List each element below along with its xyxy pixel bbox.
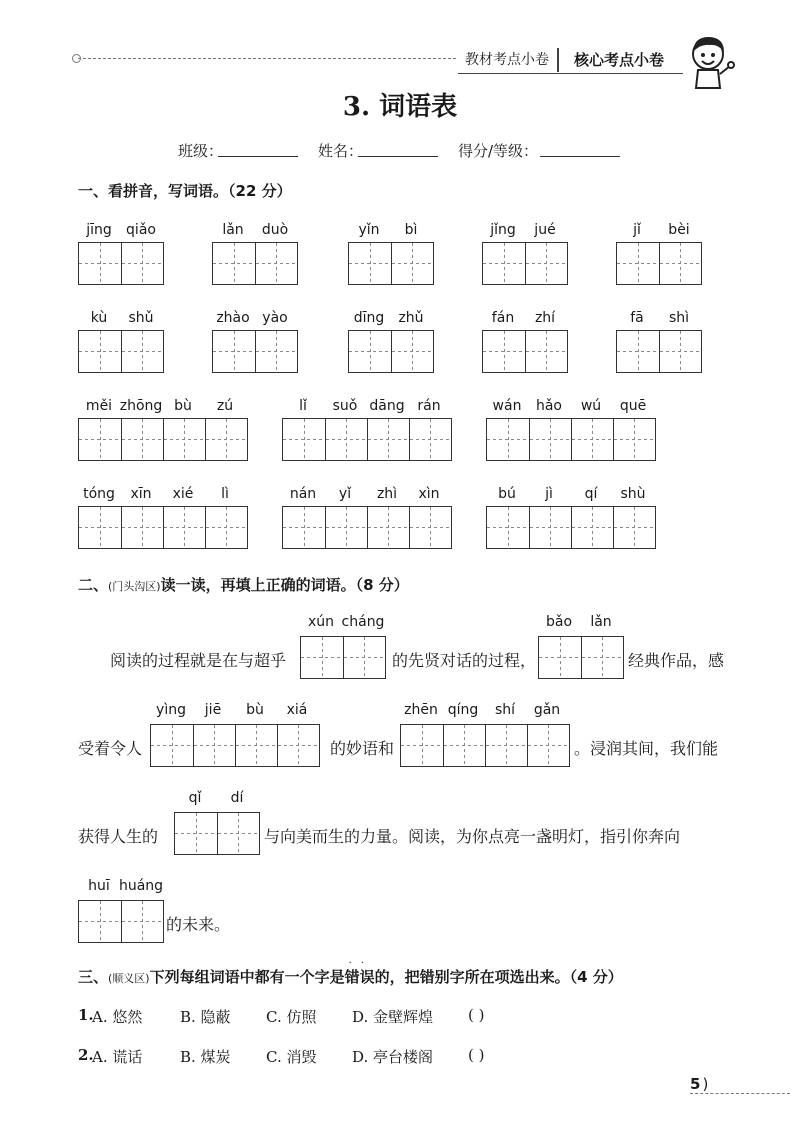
section2-prefix: 二、: [78, 576, 109, 594]
writing-cell[interactable]: [529, 419, 571, 460]
idiom-11-tianzige-grid[interactable]: [78, 418, 248, 461]
section3-instruction-c: 的，把错别字所在项选出来。（4 分）: [374, 968, 623, 986]
blank-yingjie-pinyin-syllable: xiá: [286, 702, 308, 718]
blank-zhenqing-pinyin-syllable: shí: [494, 702, 516, 718]
blank-zhenqing-pinyin-syllable: gǎn: [533, 702, 561, 718]
idiom-16-tianzige-grid[interactable]: [486, 506, 656, 549]
writing-cell[interactable]: [539, 637, 581, 678]
writing-cell[interactable]: [325, 507, 367, 548]
writing-cell[interactable]: [487, 507, 529, 548]
idiom-15-pinyin-syllable: xìn: [418, 486, 440, 502]
idiom-15-pinyin-syllable: nán: [289, 486, 317, 502]
idiom-15-tianzige-grid[interactable]: [282, 506, 452, 549]
para-line2-b: 的妙语和: [330, 739, 395, 758]
writing-cell[interactable]: [617, 243, 659, 284]
writing-cell[interactable]: [121, 243, 163, 284]
word-10-tianzige-grid[interactable]: [616, 330, 702, 373]
page-number-bracket: ): [702, 1075, 709, 1093]
idiom-15-pinyin-syllable: zhì: [376, 486, 398, 502]
word-6-pinyin: [78, 310, 162, 328]
writing-cell[interactable]: [391, 331, 433, 372]
writing-cell[interactable]: [659, 331, 701, 372]
writing-cell[interactable]: [487, 419, 529, 460]
writing-cell[interactable]: [367, 507, 409, 548]
word-5-pinyin: [616, 222, 700, 240]
writing-cell[interactable]: [613, 507, 655, 548]
question-1-option-d: D. 金壁辉煌: [352, 1008, 434, 1026]
section3-district: (顺义区): [108, 972, 150, 985]
writing-cell[interactable]: [349, 331, 391, 372]
word-8-pinyin-syllable: dīng: [353, 310, 385, 326]
word-3-pinyin: [348, 222, 432, 240]
question-1-option-a: A. 悠然: [92, 1008, 143, 1026]
word-1-pinyin-syllable: qiǎo: [126, 222, 156, 238]
writing-cell[interactable]: [483, 243, 525, 284]
writing-cell[interactable]: [205, 419, 247, 460]
para-line1-a: 阅读的过程就是在与超乎: [110, 651, 287, 670]
word-3-pinyin-syllable: bì: [404, 222, 418, 238]
idiom-13-pinyin: [486, 398, 654, 416]
class-field[interactable]: [218, 138, 298, 157]
idiom-16-pinyin-syllable: shù: [620, 486, 646, 502]
score-field[interactable]: [540, 138, 620, 157]
word-3-tianzige-grid[interactable]: [348, 242, 434, 285]
idiom-16-pinyin-syllable: qí: [584, 486, 598, 502]
word-4-pinyin-syllable: jué: [534, 222, 556, 238]
blank-baolan-tianzige-grid[interactable]: [538, 636, 624, 679]
section2-district: (门头沟区): [108, 580, 161, 593]
idiom-11-pinyin: [78, 398, 246, 416]
blank-yingjie-pinyin-syllable: jiē: [204, 702, 222, 718]
para-line4-b: 的未来。: [166, 915, 231, 934]
writing-cell[interactable]: [349, 243, 391, 284]
name-label: 姓名：: [318, 142, 364, 160]
para-line2-c: 。浸润其间，我们能: [574, 739, 719, 758]
writing-cell[interactable]: [571, 507, 613, 548]
idiom-13-pinyin-syllable: wán: [492, 398, 522, 414]
writing-cell[interactable]: [409, 419, 451, 460]
word-7-pinyin-syllable: yào: [262, 310, 288, 326]
writing-cell[interactable]: [325, 419, 367, 460]
para-line3-a: 获得人生的: [78, 827, 159, 846]
writing-cell[interactable]: [79, 507, 121, 548]
writing-cell[interactable]: [343, 637, 385, 678]
header-underline: [458, 73, 683, 74]
word-5-pinyin-syllable: bèi: [668, 222, 690, 238]
idiom-11-pinyin-syllable: měi: [85, 398, 113, 414]
page-number-text: 5: [690, 1075, 701, 1093]
idiom-12-pinyin-syllable: suǒ: [332, 398, 358, 414]
blank-xunchang-pinyin: [300, 614, 384, 632]
header-dashed-line: [78, 58, 456, 59]
idiom-14-tianzige-grid[interactable]: [78, 506, 248, 549]
word-10-pinyin-syllable: shì: [668, 310, 690, 326]
writing-cell[interactable]: [659, 243, 701, 284]
writing-cell[interactable]: [483, 331, 525, 372]
idiom-14-pinyin: [78, 486, 246, 504]
question-2-option-b: B. 煤炭: [180, 1048, 231, 1066]
blank-xunchang-pinyin-syllable: xún: [307, 614, 335, 630]
class-label: 班级：: [178, 142, 224, 160]
section3-emphasis: [344, 958, 375, 986]
word-7-tianzige-grid[interactable]: [212, 330, 298, 373]
idiom-13-pinyin-syllable: hǎo: [535, 398, 563, 414]
word-2-pinyin-syllable: duò: [261, 222, 289, 238]
idiom-12-pinyin: [282, 398, 450, 416]
blank-qidi-tianzige-grid[interactable]: [174, 812, 260, 855]
writing-cell[interactable]: [301, 637, 343, 678]
blank-yingjie-pinyin-syllable: yìng: [156, 702, 186, 718]
writing-cell[interactable]: [283, 419, 325, 460]
word-8-pinyin: [348, 310, 432, 328]
idiom-11-pinyin-syllable: zhōng: [119, 398, 163, 414]
word-2-pinyin-syllable: lǎn: [222, 222, 244, 238]
writing-cell[interactable]: [79, 243, 121, 284]
writing-cell[interactable]: [121, 419, 163, 460]
writing-cell[interactable]: [79, 419, 121, 460]
blank-yingjie-pinyin-syllable: bù: [246, 702, 264, 718]
question-2-option-d: D. 亭台楼阁: [352, 1048, 434, 1066]
writing-cell[interactable]: [163, 507, 205, 548]
writing-cell[interactable]: [213, 331, 255, 372]
blank-xunchang-tianzige-grid[interactable]: [300, 636, 386, 679]
idiom-14-pinyin-syllable: tóng: [83, 486, 115, 502]
name-field[interactable]: [358, 138, 438, 157]
word-9-pinyin-syllable: zhí: [534, 310, 556, 326]
word-2-pinyin: [212, 222, 296, 240]
section3-prefix: 三、: [78, 968, 109, 986]
word-6-tianzige-grid[interactable]: [78, 330, 164, 373]
writing-cell[interactable]: [205, 507, 247, 548]
blank-qidi-pinyin-syllable: dí: [230, 790, 244, 806]
writing-cell[interactable]: [163, 419, 205, 460]
writing-cell[interactable]: [391, 243, 433, 284]
writing-cell[interactable]: [255, 331, 297, 372]
idiom-14-pinyin-syllable: xié: [172, 486, 194, 502]
blank-qidi-pinyin: [174, 790, 258, 808]
word-10-pinyin-syllable: fā: [630, 310, 644, 326]
writing-cell[interactable]: [485, 725, 527, 766]
idiom-13-tianzige-grid[interactable]: [486, 418, 656, 461]
writing-cell[interactable]: [443, 725, 485, 766]
question-2-option-c: C. 消毁: [266, 1048, 317, 1066]
word-1-tianzige-grid[interactable]: [78, 242, 164, 285]
para-line1-c: 经典作品，感: [628, 651, 725, 670]
question-1-answer-box[interactable]: ( ): [468, 1006, 485, 1024]
writing-cell[interactable]: [151, 725, 193, 766]
idiom-13-pinyin-syllable: wú: [580, 398, 602, 414]
page-number: [690, 1075, 728, 1095]
idiom-16-pinyin-syllable: jì: [545, 486, 553, 502]
idiom-15-pinyin: [282, 486, 450, 504]
word-9-pinyin-syllable: fán: [491, 310, 515, 326]
blank-qidi-pinyin-syllable: qǐ: [188, 790, 202, 806]
blank-baolan-pinyin: [538, 614, 622, 632]
emphasis-dots: ··: [348, 958, 373, 969]
word-1-pinyin-syllable: jīng: [86, 222, 112, 238]
blank-huihuang-tianzige-grid[interactable]: [78, 900, 164, 943]
word-1-pinyin: [78, 222, 162, 240]
blank-zhenqing-pinyin-syllable: zhēn: [404, 702, 438, 718]
blank-yingjie-tianzige-grid[interactable]: [150, 724, 320, 767]
blank-zhenqing-pinyin-syllable: qíng: [447, 702, 479, 718]
writing-cell[interactable]: [217, 813, 259, 854]
word-10-pinyin: [616, 310, 700, 328]
writing-cell[interactable]: [525, 243, 567, 284]
writing-cell[interactable]: [235, 725, 277, 766]
writing-cell[interactable]: [613, 419, 655, 460]
writing-cell[interactable]: [121, 331, 163, 372]
section2-heading: [78, 574, 409, 595]
blank-zhenqing-tianzige-grid[interactable]: [400, 724, 570, 767]
idiom-15-pinyin-syllable: yǐ: [338, 486, 352, 502]
idiom-12-tianzige-grid[interactable]: [282, 418, 452, 461]
writing-cell[interactable]: [121, 901, 163, 942]
blank-yingjie-pinyin: [150, 702, 318, 720]
writing-cell[interactable]: [617, 331, 659, 372]
word-6-pinyin-syllable: kù: [90, 310, 108, 326]
idiom-16-pinyin-syllable: bú: [498, 486, 516, 502]
question-2-answer-box[interactable]: ( ): [468, 1046, 485, 1064]
writing-cell[interactable]: [581, 637, 623, 678]
word-5-tianzige-grid[interactable]: [616, 242, 702, 285]
question-2-number: 2.: [78, 1046, 94, 1064]
writing-cell[interactable]: [367, 419, 409, 460]
writing-cell[interactable]: [277, 725, 319, 766]
section3-heading: [78, 958, 623, 987]
footer-dashed-line: [690, 1093, 790, 1094]
question-1-option-b: B. 隐蔽: [180, 1008, 231, 1026]
word-9-pinyin: [482, 310, 566, 328]
blank-xunchang-pinyin-syllable: cháng: [341, 614, 385, 630]
writing-cell[interactable]: [79, 331, 121, 372]
word-2-tianzige-grid[interactable]: [212, 242, 298, 285]
writing-cell[interactable]: [213, 243, 255, 284]
question-1-option-c: C. 仿照: [266, 1008, 317, 1026]
idiom-12-pinyin-syllable: rán: [417, 398, 441, 414]
idiom-12-pinyin-syllable: lǐ: [299, 398, 307, 414]
writing-cell[interactable]: [409, 507, 451, 548]
writing-cell[interactable]: [79, 901, 121, 942]
idiom-14-pinyin-syllable: xīn: [130, 486, 152, 502]
score-label: 得分/等级：: [458, 142, 539, 160]
writing-cell[interactable]: [571, 419, 613, 460]
blank-huihuang-pinyin-syllable: huī: [88, 878, 110, 894]
page-title: 3. 词语表: [342, 92, 458, 122]
idiom-11-pinyin-syllable: bù: [174, 398, 192, 414]
section2-instruction: 读一读，再填上正确的词语。（8 分）: [160, 576, 409, 594]
word-7-pinyin: [212, 310, 296, 328]
blank-huihuang-pinyin: [78, 878, 162, 896]
word-7-pinyin-syllable: zhào: [216, 310, 250, 326]
series-label-main: 核心考点小卷: [573, 51, 664, 69]
question-2-option-a: A. 谎话: [92, 1048, 143, 1066]
blank-zhenqing-pinyin: [400, 702, 568, 720]
idiom-13-pinyin-syllable: quē: [619, 398, 647, 414]
writing-cell[interactable]: [525, 331, 567, 372]
word-4-pinyin-syllable: jǐng: [490, 222, 516, 238]
writing-cell[interactable]: [527, 725, 569, 766]
writing-cell[interactable]: [121, 507, 163, 548]
question-1-number: 1.: [78, 1006, 94, 1024]
mascot-boy-icon: [684, 30, 736, 90]
writing-cell[interactable]: [255, 243, 297, 284]
writing-cell[interactable]: [175, 813, 217, 854]
word-5-pinyin-syllable: jǐ: [633, 222, 641, 238]
word-4-tianzige-grid[interactable]: [482, 242, 568, 285]
word-4-pinyin: [482, 222, 566, 240]
writing-cell[interactable]: [401, 725, 443, 766]
para-line2-a: 受着令人: [78, 739, 143, 758]
section3-instruction-a: 下列每组词语中都有一个字是: [149, 968, 345, 986]
word-8-tianzige-grid[interactable]: [348, 330, 434, 373]
idiom-12-pinyin-syllable: dāng: [369, 398, 405, 414]
word-6-pinyin-syllable: shǔ: [128, 310, 154, 326]
section3-emphasis-text: 错误: [344, 968, 375, 986]
word-3-pinyin-syllable: yǐn: [358, 222, 380, 238]
para-line3-b: 与向美而生的力量。阅读，为你点亮一盏明灯，指引你奔向: [264, 827, 681, 846]
section1-heading: 一、看拼音，写词语。（22 分）: [78, 182, 292, 200]
blank-baolan-pinyin-syllable: lǎn: [590, 614, 612, 630]
para-line1-b: 的先贤对话的过程，: [392, 651, 537, 670]
blank-huihuang-pinyin-syllable: huáng: [118, 878, 164, 894]
blank-baolan-pinyin-syllable: bǎo: [545, 614, 573, 630]
writing-cell[interactable]: [283, 507, 325, 548]
idiom-16-pinyin: [486, 486, 654, 504]
word-9-tianzige-grid[interactable]: [482, 330, 568, 373]
writing-cell[interactable]: [529, 507, 571, 548]
idiom-11-pinyin-syllable: zú: [216, 398, 234, 414]
word-8-pinyin-syllable: zhǔ: [398, 310, 424, 326]
header-divider: [557, 48, 559, 72]
idiom-14-pinyin-syllable: lì: [221, 486, 229, 502]
writing-cell[interactable]: [193, 725, 235, 766]
series-label-small: 教材考点小卷: [465, 52, 549, 68]
